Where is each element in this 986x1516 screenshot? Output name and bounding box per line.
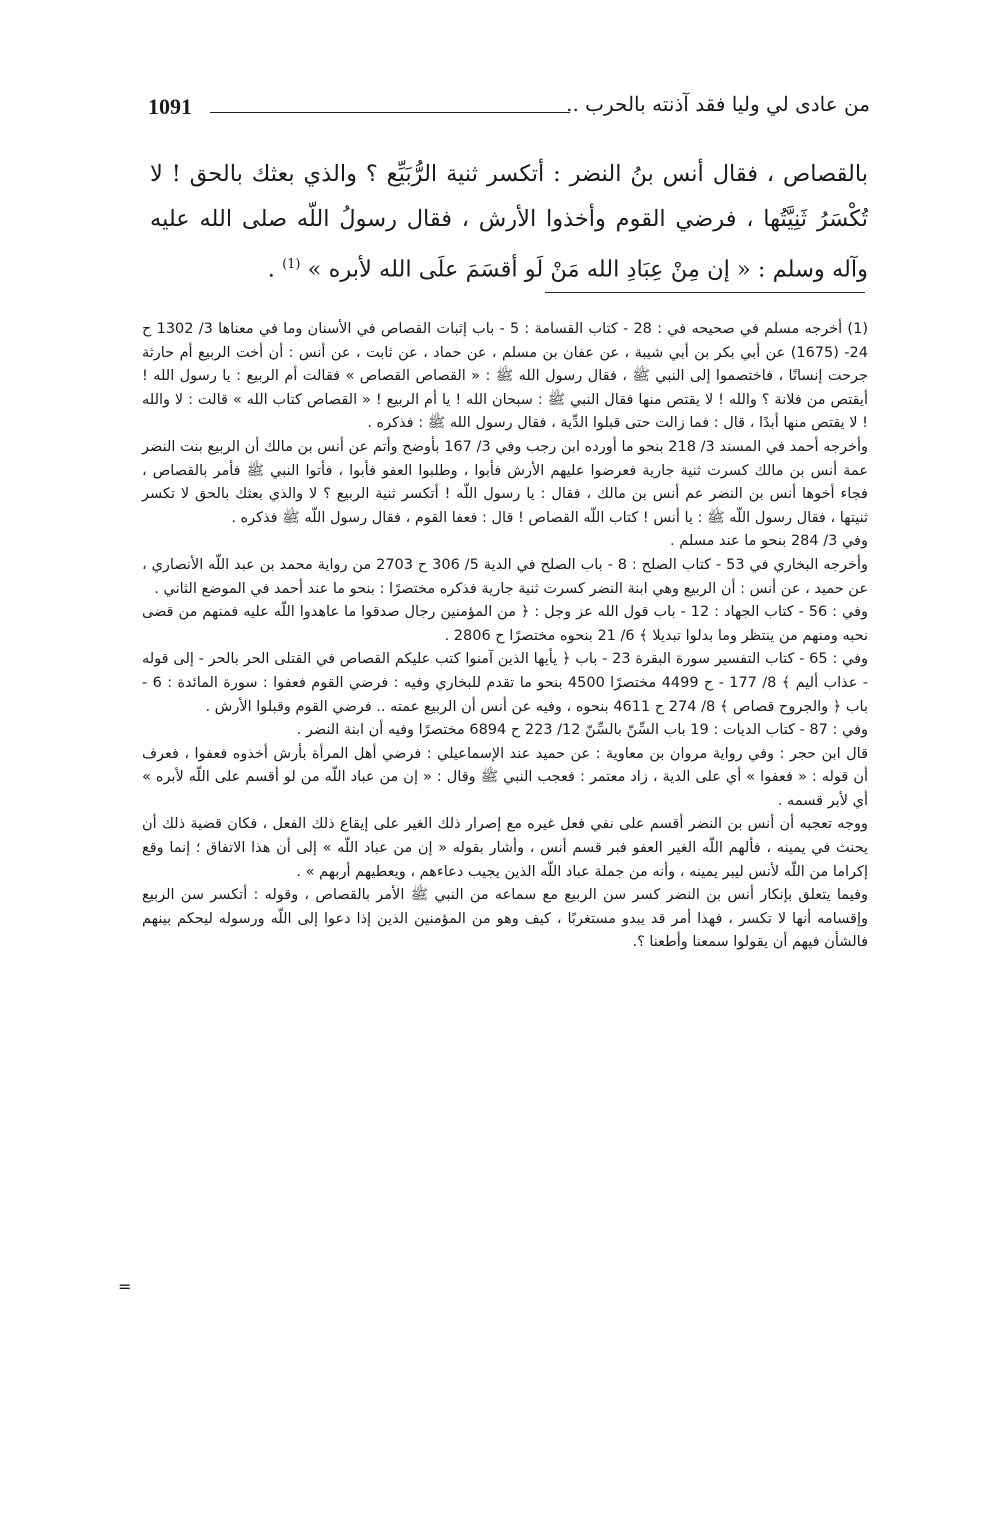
- footnote-paragraph: وفي : 56 - كتاب الجهاد : 12 - باب قول الله عز وجل : ﴿ من المؤمنين رجال صدقوا ما عاهدوا اللّه عليه فمنهم من قضى نحبه ومنهم من ينتظر وما بدلوا تبديلا ﴾ 6/ 21 بنحوه مختصرًا ح 2806 .: [142, 604, 869, 644]
- footnote-paragraph: وفي : 87 - كتاب الديات : 19 باب السِّنّ بالسِّنّ 12/ 223 ح 6894 مختصرًا وفيه أن ابنة النضر .: [296, 722, 868, 739]
- footnote-paragraph: وأخرجه أحمد في المسند 3/ 218 بنحو ما أورده ابن رجب وفي 3/ 167 بأوضح وأتم عن أنس بن مالك أن الربيع بنت النضر عمة أنس بن مالك كسرت ثنية جارية فعرضوا عليهم الأرش فأبوا ، وطلبوا العفو فأبوا ، فأتوا النبي ﷺ فأمر بالقصاص ، فجاء أخوها أنس بن النضر عم أنس بن مالك ، فقال : يا رسول اللّه ! أتكسر ثنية الربيع ؟ لا والذي بعثك بالحق لا تكسر ثنيتها ، فقال رسول اللّه ﷺ : يا أنس ! كتاب اللّه القصاص ! قال : فعفا القوم ، فقال رسول اللّه ﷺ فذكره .: [142, 438, 869, 526]
- page-number: 1091: [148, 94, 192, 119]
- page-header: [140, 92, 870, 126]
- header-rule: [210, 112, 570, 113]
- main-text: [150, 152, 868, 293]
- continuation-mark: =: [118, 1277, 132, 1296]
- footnote-paragraph: وفي 3/ 284 بنحو ما عند مسلم .: [670, 533, 868, 550]
- footnote-separator: [545, 292, 865, 293]
- running-title: من عادى لي وليا فقد آذنته بالحرب ..: [566, 92, 870, 116]
- footnote-paragraph: وأخرجه البخاري في 53 - كتاب الصلح : 8 - باب الصلح في الدية 5/ 306 ح 2703 من رواية محمد بن عبد اللّه الأنصاري ، عن حميد ، عن أنس : أن الربيع وهي ابنة النضر كسرت ثنية جارية فذكره مختصرًا : بنحو ما عند أحمد في الموضع الثاني .: [142, 556, 868, 597]
- footnote-paragraph: وفي : 65 - كتاب التفسير سورة البقرة 23 - باب ﴿ يأيها الذين آمنوا كتب عليكم القصاص في القتلى الحر بالحر - إلى قوله - عذاب أليم ﴾ 8/ 177 - ح 4499 مختصرًا 4500 بنحو ما تقدم للبخاري وفيه : فرضي القوم فعفوا : سورة المائدة : 6 - باب ﴿ والجروح قصاص ﴾ 8/ 274 ح 4611 بنحوه ، وفيه عن أنس أن الربيع عمته .. فرضي القوم وقبلوا الأرش .: [142, 651, 869, 715]
- footnote-paragraph: وفيما يتعلق بإنكار أنس بن النضر كسر سن الربيع مع سماعه من النبي ﷺ الأمر بالقصاص ، وقوله : أتكسر سن الربيع وإقسامه أنها لا تكسر ، فهذا أمر قد يبدو مستغربًا ، كيف وهو من المؤمنين الذين إذا دعوا إلى اللّه ورسوله ليحكم بينهم فالشأن فيهم أن يقولوا سمعنا وأطعنا ؟.: [142, 887, 868, 951]
- footnotes: [142, 318, 868, 955]
- footnote-paragraph: قال ابن حجر : وفي رواية مروان بن معاوية : عن حميد عند الإسماعيلي : فرضي أهل المرأة بأرش أخذوه فعفوا ، فعرف أن قوله : « فعفوا » أي على الدية ، زاد معتمر : فعجب النبي ﷺ وقال : « إن من عباد اللّه من لو أقسم على اللّه لأبره » أي لأبر قسمه .: [142, 745, 868, 809]
- main-text-end: .: [267, 256, 283, 283]
- footnote-paragraph: (1) أخرجه مسلم في صحيحه في : 28 - كتاب القسامة : 5 - باب إثبات القصاص في الأسنان وما في معناها 3/ 1302 ح 24- (1675) عن أبي بكر بن أبي شيبة ، عن عفان بن مسلم ، عن حماد ، عن ثابت ، عن أنس : أن أخت الربيع أم حارثة جرحت إنسانًا ، فاختصموا إلى النبي ﷺ ، فقال رسول الله ﷺ : « القصاص القصاص » فقالت أم الربيع : يا رسول الله ! أيقتص من فلانة ؟ والله ! لا يقتص منها فقال النبي ﷺ : سبحان الله ! يا أم الربيع ! « القصاص كتاب الله » قالت : لا والله ! لا يقتص منها أبدًا ، قال : فما زالت حتى قبلوا الدِّية ، فقال رسول الله ﷺ : فذكره .: [142, 321, 868, 432]
- footnote-reference: (1): [282, 257, 301, 272]
- main-text-body: بالقصاص ، فقال أنس بنُ النضر : أتكسر ثنية الرُّبَيِّع ؟ والذي بعثك بالحق ! لا تُكْسَرُ ثَنِيَّتُها ، فرضي القوم وأخذوا الأرش ، فقال رسولُ اللّه صلى الله عليه وآله وسلم : « إن مِنْ عِبَادِ الله مَنْ لَو أقسَمَ علَى الله لأبره »: [150, 161, 868, 283]
- footnote-paragraph: ووجه تعجبه أن أنس بن النضر أقسم على نفي فعل غيره مع إصرار ذلك الغير على إيقاع ذلك الفعل ، فكان قضية ذلك أن يحنث في يمينه ، فألهم اللّه الغير العفو فبر قسم أنس ، وأشار بقوله « إن من عباد اللّه » إلى أن هذا الاتفاق ؛ إنما وقع إكراما من اللّه لأنس ليبر يمينه ، وأنه من جملة عباد اللّه الذين يجيب دعاءهم ، ويعطيهم أربهم » .: [142, 816, 868, 880]
